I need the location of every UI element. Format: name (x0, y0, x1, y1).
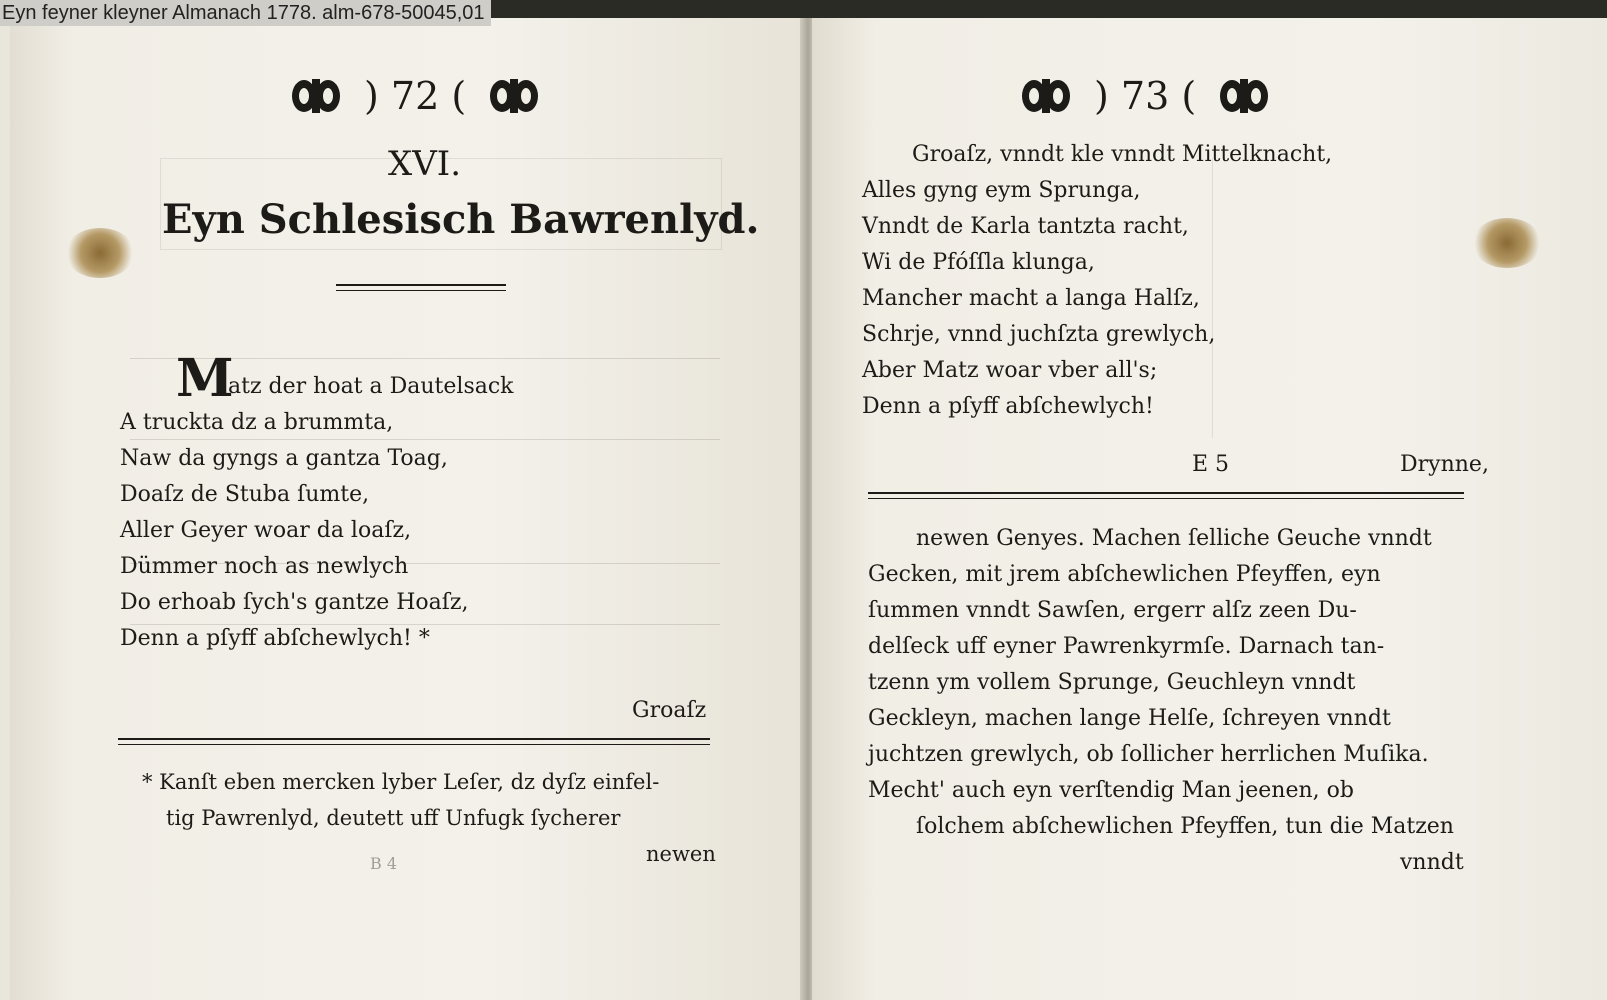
paper-stain (65, 228, 135, 278)
verse-line: Vnndt de Karla tantzta racht, (862, 214, 1189, 239)
drop-initial: M (176, 348, 234, 409)
verse-line: Wi de Pfóſſla klunga, (862, 250, 1095, 275)
prose-line: tzenn ym vollem Sprunge, Geuchleyn vnndt (868, 670, 1356, 695)
catchword: vnndt (1400, 850, 1464, 875)
footnote-line: newen (646, 842, 716, 866)
prose-line: Geckleyn, machen lange Helſe, ſchreyen vnndt (868, 706, 1391, 731)
ornament-fleuron-icon (1020, 75, 1072, 117)
prose-line: newen Genyes. Machen ſelliche Geuche vnndt (916, 526, 1432, 551)
prose-line: ſolchem abſchewlichen Pfeyffen, tun die Matzen (916, 814, 1454, 839)
catchword-top: Drynne, (1400, 452, 1489, 477)
image-caption: Eyn feyner kleyner Almanach 1778. alm-678-50045,01 (0, 0, 491, 26)
verse-line: Schrje, vnnd juchſzta grewlych, (862, 322, 1216, 347)
verse-line: Naw da gyngs a gantza Toag, (120, 446, 448, 471)
left-page (10, 18, 806, 1000)
verse-line: Dümmer noch as newlych (120, 554, 409, 579)
verse-first-line: atz der hoat a Dautelsack (228, 374, 514, 399)
page-header (290, 74, 540, 118)
chapter-number: XVI. (388, 144, 461, 184)
catchword: Groaſz (632, 698, 707, 723)
verse-line: Denn a pſyff abſchewlych! (862, 394, 1154, 419)
right-page (812, 18, 1607, 1000)
paper-stain (1472, 218, 1542, 268)
ornament-fleuron-icon (1218, 75, 1270, 117)
open-book (0, 18, 1607, 1000)
signature-mark: B 4 (370, 854, 398, 873)
footnote-line: tig Pawrenlyd, deutett uff Unfugk ſycherer (166, 806, 621, 830)
ornament-fleuron-icon (488, 75, 540, 117)
footnote-rule (118, 738, 710, 740)
prose-line: ſummen vnndt Sawſen, ergerr alſz zeen Du- (868, 598, 1357, 623)
verse-line: Groaſz, vnndt kle vnndt Mittelknacht, (912, 142, 1333, 167)
page-number: ) 73 ( (1094, 74, 1197, 118)
ornament-fleuron-icon (290, 75, 342, 117)
title-rule (336, 284, 506, 286)
show-through (1212, 158, 1463, 438)
footnote-rule (868, 492, 1464, 494)
song-title: Eyn Schlesisch Bawrenlyd. (162, 196, 760, 243)
prose-line: Gecken, mit jrem abſchewlichen Pfeyffen, eyn (868, 562, 1381, 587)
verse-line: Denn a pſyff abſchewlych! * (120, 626, 430, 651)
verse-line: Aller Geyer woar da loaſz, (120, 518, 412, 543)
footnote-line: * Kanſt eben mercken lyber Leſer, dz dyſz einfel- (142, 770, 660, 794)
verse-line: Mancher macht a langa Halſz, (862, 286, 1200, 311)
page-number: ) 72 ( (364, 74, 467, 118)
verse-line: A truckta dz a brummta, (120, 410, 394, 435)
prose-line: delſeck uff eyner Pawrenkyrmſe. Darnach tan- (868, 634, 1385, 659)
signature-mark: E 5 (1192, 452, 1230, 477)
verse-line: Doaſz de Stuba ſumte, (120, 482, 370, 507)
page-header (1020, 74, 1270, 118)
prose-line: Mecht' auch eyn verſtendig Man jeenen, ob (868, 778, 1354, 803)
verse-line: Alles gyng eym Sprunga, (862, 178, 1141, 203)
prose-line: juchtzen grewlych, ob ſollicher herrlichen Muſika. (868, 742, 1429, 767)
verse-line: Aber Matz woar vber all's; (862, 358, 1158, 383)
verse-line: Do erhoab ſych's gantze Hoaſz, (120, 590, 469, 615)
